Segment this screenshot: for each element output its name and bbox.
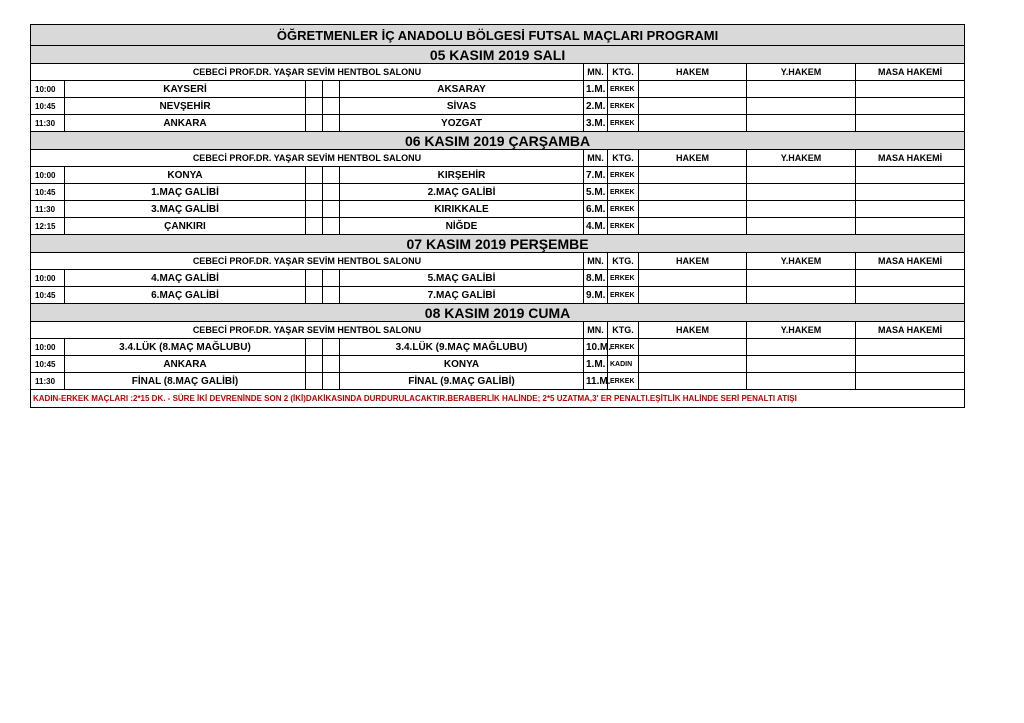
venue-name: CEBECİ PROF.DR. YAŞAR SEVİM HENTBOL SALONU bbox=[31, 64, 584, 81]
match-time: 11:30 bbox=[31, 115, 65, 132]
away-team: KONYA bbox=[340, 356, 584, 373]
referee-cell bbox=[639, 218, 747, 235]
match-row bbox=[31, 356, 965, 373]
note-row bbox=[31, 390, 965, 408]
match-row bbox=[31, 81, 965, 98]
match-category: ERKEK bbox=[608, 339, 639, 356]
col-header-hakem: HAKEM bbox=[639, 64, 747, 81]
assistant-referee-cell bbox=[747, 339, 856, 356]
home-score bbox=[306, 201, 323, 218]
away-team: SİVAS bbox=[340, 98, 584, 115]
away-team: YOZGAT bbox=[340, 115, 584, 132]
away-team: 3.4.LÜK (9.MAÇ MAĞLUBU) bbox=[340, 339, 584, 356]
fixture-table bbox=[30, 24, 965, 408]
match-category: ERKEK bbox=[608, 373, 639, 390]
match-row bbox=[31, 373, 965, 390]
away-team: 2.MAÇ GALİBİ bbox=[340, 184, 584, 201]
match-number: 6.M. bbox=[584, 201, 608, 218]
home-team: ÇANKIRI bbox=[65, 218, 306, 235]
venue-row bbox=[31, 322, 965, 339]
referee-cell bbox=[639, 201, 747, 218]
table-referee-cell bbox=[856, 218, 965, 235]
fixture-sheet bbox=[30, 24, 964, 408]
date-row bbox=[31, 46, 965, 64]
venue-name: CEBECİ PROF.DR. YAŞAR SEVİM HENTBOL SALONU bbox=[31, 322, 584, 339]
date-row bbox=[31, 132, 965, 150]
match-category: KADIN bbox=[608, 356, 639, 373]
referee-cell bbox=[639, 115, 747, 132]
col-header-mn: MN. bbox=[584, 322, 608, 339]
col-header-masa-hakemi: MASA HAKEMİ bbox=[856, 253, 965, 270]
assistant-referee-cell bbox=[747, 167, 856, 184]
match-category: ERKEK bbox=[608, 218, 639, 235]
away-score bbox=[323, 201, 340, 218]
home-score bbox=[306, 373, 323, 390]
away-score bbox=[323, 373, 340, 390]
col-header-ktg: KTG. bbox=[608, 64, 639, 81]
match-time: 12:15 bbox=[31, 218, 65, 235]
home-team: ANKARA bbox=[65, 115, 306, 132]
home-team: 3.MAÇ GALİBİ bbox=[65, 201, 306, 218]
away-team: 7.MAÇ GALİBİ bbox=[340, 287, 584, 304]
referee-cell bbox=[639, 81, 747, 98]
home-score bbox=[306, 167, 323, 184]
match-category: ERKEK bbox=[608, 184, 639, 201]
assistant-referee-cell bbox=[747, 373, 856, 390]
col-header-masa-hakemi: MASA HAKEMİ bbox=[856, 150, 965, 167]
home-team: NEVŞEHİR bbox=[65, 98, 306, 115]
day-date: 06 KASIM 2019 ÇARŞAMBA bbox=[31, 132, 965, 150]
match-number: 3.M. bbox=[584, 115, 608, 132]
home-score bbox=[306, 218, 323, 235]
table-referee-cell bbox=[856, 270, 965, 287]
home-score bbox=[306, 115, 323, 132]
day-date: 08 KASIM 2019 CUMA bbox=[31, 304, 965, 322]
assistant-referee-cell bbox=[747, 270, 856, 287]
date-row bbox=[31, 304, 965, 322]
table-referee-cell bbox=[856, 201, 965, 218]
match-category: ERKEK bbox=[608, 201, 639, 218]
referee-cell bbox=[639, 270, 747, 287]
table-referee-cell bbox=[856, 287, 965, 304]
match-row bbox=[31, 184, 965, 201]
assistant-referee-cell bbox=[747, 218, 856, 235]
col-header-hakem: HAKEM bbox=[639, 322, 747, 339]
home-score bbox=[306, 270, 323, 287]
match-row bbox=[31, 270, 965, 287]
match-number: 9.M. bbox=[584, 287, 608, 304]
match-number: 10.M. bbox=[584, 339, 608, 356]
match-row bbox=[31, 98, 965, 115]
home-score bbox=[306, 81, 323, 98]
home-team: FİNAL (8.MAÇ GALİBİ) bbox=[65, 373, 306, 390]
match-time: 10:45 bbox=[31, 98, 65, 115]
day-date: 07 KASIM 2019 PERŞEMBE bbox=[31, 235, 965, 253]
assistant-referee-cell bbox=[747, 98, 856, 115]
match-time: 10:00 bbox=[31, 339, 65, 356]
col-header-mn: MN. bbox=[584, 64, 608, 81]
table-referee-cell bbox=[856, 167, 965, 184]
away-score bbox=[323, 184, 340, 201]
away-score bbox=[323, 81, 340, 98]
referee-cell bbox=[639, 356, 747, 373]
home-team: 6.MAÇ GALİBİ bbox=[65, 287, 306, 304]
match-number: 4.M. bbox=[584, 218, 608, 235]
col-header-yhakem: Y.HAKEM bbox=[747, 64, 856, 81]
table-referee-cell bbox=[856, 339, 965, 356]
home-team: ANKARA bbox=[65, 356, 306, 373]
home-team: KONYA bbox=[65, 167, 306, 184]
table-referee-cell bbox=[856, 184, 965, 201]
away-score bbox=[323, 287, 340, 304]
referee-cell bbox=[639, 339, 747, 356]
away-team: KIRIKKALE bbox=[340, 201, 584, 218]
title-row bbox=[31, 25, 965, 46]
venue-name: CEBECİ PROF.DR. YAŞAR SEVİM HENTBOL SALONU bbox=[31, 150, 584, 167]
col-header-yhakem: Y.HAKEM bbox=[747, 253, 856, 270]
match-row bbox=[31, 287, 965, 304]
col-header-hakem: HAKEM bbox=[639, 150, 747, 167]
home-score bbox=[306, 339, 323, 356]
assistant-referee-cell bbox=[747, 184, 856, 201]
col-header-ktg: KTG. bbox=[608, 150, 639, 167]
match-time: 10:00 bbox=[31, 81, 65, 98]
assistant-referee-cell bbox=[747, 356, 856, 373]
table-referee-cell bbox=[856, 373, 965, 390]
match-number: 5.M. bbox=[584, 184, 608, 201]
match-time: 11:30 bbox=[31, 201, 65, 218]
assistant-referee-cell bbox=[747, 81, 856, 98]
col-header-masa-hakemi: MASA HAKEMİ bbox=[856, 322, 965, 339]
home-team: 1.MAÇ GALİBİ bbox=[65, 184, 306, 201]
table-referee-cell bbox=[856, 356, 965, 373]
match-time: 10:45 bbox=[31, 184, 65, 201]
venue-row bbox=[31, 64, 965, 81]
venue-row bbox=[31, 253, 965, 270]
referee-cell bbox=[639, 98, 747, 115]
table-referee-cell bbox=[856, 81, 965, 98]
date-row bbox=[31, 235, 965, 253]
match-time: 10:00 bbox=[31, 167, 65, 184]
assistant-referee-cell bbox=[747, 115, 856, 132]
table-referee-cell bbox=[856, 115, 965, 132]
match-category: ERKEK bbox=[608, 167, 639, 184]
match-number: 7.M. bbox=[584, 167, 608, 184]
home-team: 4.MAÇ GALİBİ bbox=[65, 270, 306, 287]
referee-cell bbox=[639, 373, 747, 390]
match-row bbox=[31, 201, 965, 218]
venue-name: CEBECİ PROF.DR. YAŞAR SEVİM HENTBOL SALONU bbox=[31, 253, 584, 270]
away-score bbox=[323, 356, 340, 373]
match-row bbox=[31, 218, 965, 235]
away-score bbox=[323, 270, 340, 287]
rules-note: KADIN-ERKEK MAÇLARI :2*15 DK. - SÜRE İKİ DEVRENİNDE SON 2 (İKİ)DAKİKASINDA DURDURULACAKTIR.BERABERLİK HALİNDE; 2*5 UZATMA,3' ER PENALTI.EŞİTLİK HALİNDE SERİ PENALTI ATIŞI bbox=[31, 390, 965, 408]
match-category: ERKEK bbox=[608, 81, 639, 98]
col-header-ktg: KTG. bbox=[608, 253, 639, 270]
assistant-referee-cell bbox=[747, 201, 856, 218]
col-header-hakem: HAKEM bbox=[639, 253, 747, 270]
col-header-mn: MN. bbox=[584, 150, 608, 167]
match-row bbox=[31, 115, 965, 132]
match-category: ERKEK bbox=[608, 287, 639, 304]
col-header-masa-hakemi: MASA HAKEMİ bbox=[856, 64, 965, 81]
away-score bbox=[323, 115, 340, 132]
match-number: 2.M. bbox=[584, 98, 608, 115]
match-time: 11:30 bbox=[31, 373, 65, 390]
away-team: AKSARAY bbox=[340, 81, 584, 98]
match-time: 10:45 bbox=[31, 287, 65, 304]
match-number: 1.M. bbox=[584, 356, 608, 373]
col-header-ktg: KTG. bbox=[608, 322, 639, 339]
referee-cell bbox=[639, 287, 747, 304]
home-score bbox=[306, 356, 323, 373]
away-team: NİĞDE bbox=[340, 218, 584, 235]
match-time: 10:00 bbox=[31, 270, 65, 287]
assistant-referee-cell bbox=[747, 287, 856, 304]
table-referee-cell bbox=[856, 98, 965, 115]
away-team: KIRŞEHİR bbox=[340, 167, 584, 184]
match-number: 8.M. bbox=[584, 270, 608, 287]
match-category: ERKEK bbox=[608, 270, 639, 287]
home-team: 3.4.LÜK (8.MAÇ MAĞLUBU) bbox=[65, 339, 306, 356]
home-score bbox=[306, 98, 323, 115]
away-score bbox=[323, 218, 340, 235]
match-number: 1.M. bbox=[584, 81, 608, 98]
away-score bbox=[323, 167, 340, 184]
match-row bbox=[31, 339, 965, 356]
referee-cell bbox=[639, 184, 747, 201]
away-team: 5.MAÇ GALİBİ bbox=[340, 270, 584, 287]
page-title: ÖĞRETMENLER İÇ ANADOLU BÖLGESİ FUTSAL MAÇLARI PROGRAMI bbox=[31, 25, 965, 46]
away-score bbox=[323, 98, 340, 115]
home-team: KAYSERİ bbox=[65, 81, 306, 98]
col-header-yhakem: Y.HAKEM bbox=[747, 150, 856, 167]
col-header-yhakem: Y.HAKEM bbox=[747, 322, 856, 339]
home-score bbox=[306, 287, 323, 304]
match-category: ERKEK bbox=[608, 98, 639, 115]
home-score bbox=[306, 184, 323, 201]
match-category: ERKEK bbox=[608, 115, 639, 132]
match-number: 11.M. bbox=[584, 373, 608, 390]
referee-cell bbox=[639, 167, 747, 184]
match-row bbox=[31, 167, 965, 184]
venue-row bbox=[31, 150, 965, 167]
away-score bbox=[323, 339, 340, 356]
col-header-mn: MN. bbox=[584, 253, 608, 270]
match-time: 10:45 bbox=[31, 356, 65, 373]
day-date: 05 KASIM 2019 SALI bbox=[31, 46, 965, 64]
away-team: FİNAL (9.MAÇ GALİBİ) bbox=[340, 373, 584, 390]
